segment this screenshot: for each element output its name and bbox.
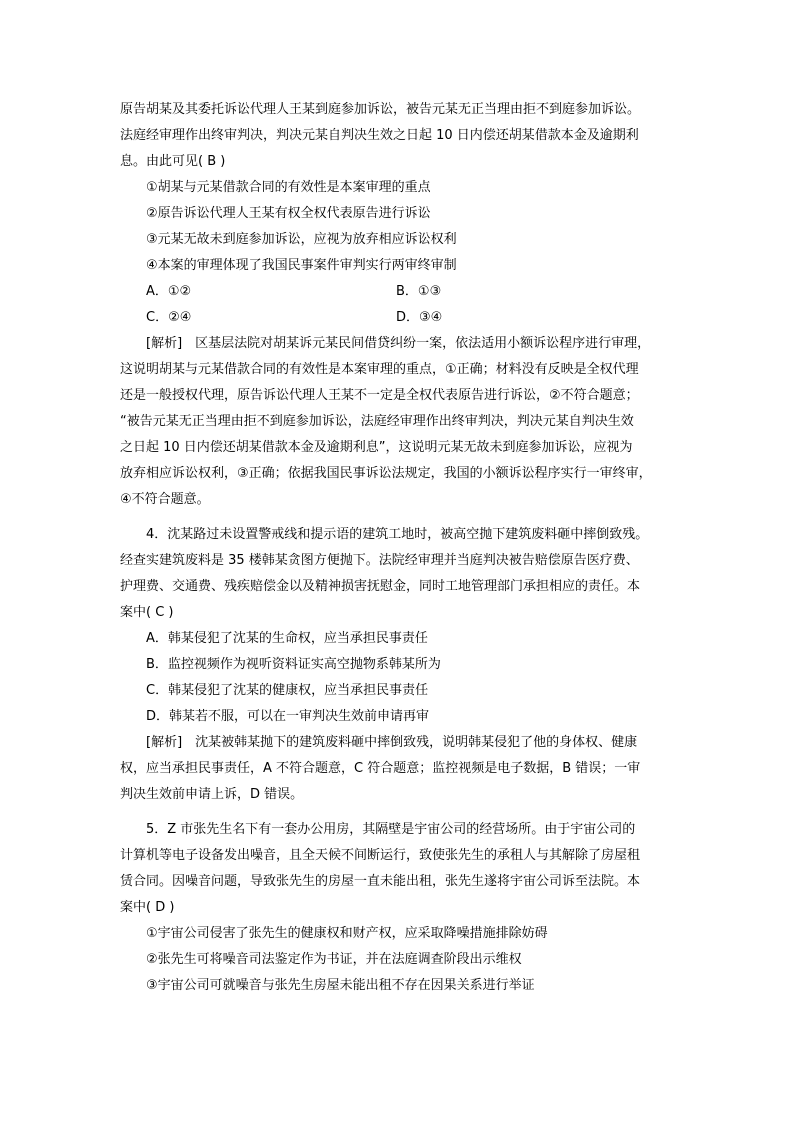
q4-option-d: D．韩某若不服，可以在一审判决生效前申请再审: [146, 709, 430, 724]
q4-option-c: C．韩某侵犯了沈某的健康权，应当承担民事责任: [146, 683, 429, 698]
q3-stem-line-3: 息。由此可见( B ): [120, 154, 226, 169]
q3-statement-2: ②原告诉讼代理人王某有权全权代表原告进行诉讼: [146, 206, 431, 221]
q3-analysis-line-7: ④不符合题意。: [120, 492, 210, 507]
q4-stem-line-1: 4．沈某路过未设置警戒线和提示语的建筑工地时，被高空抛下建筑废料砸中摔倒致残。: [146, 527, 649, 542]
q3-options-row-2: [146, 310, 646, 326]
q4-stem-line-2: 经查实建筑废料是 35 楼韩某贪图方便抛下。法院经审理并当庭判决被告赔偿原告医疗费、: [120, 553, 639, 568]
q5-stem-line-1: 5．Z 市张先生名下有一套办公用房，其隔壁是宇宙公司的经营场所。由于宇宙公司的: [146, 822, 636, 837]
q4-option-a: A．韩某侵犯了沈某的生命权，应当承担民事责任: [146, 631, 428, 646]
q3-option-b: B．①③: [396, 284, 442, 299]
q3-statement-3: ③元某无故未到庭参加诉讼，应视为放弃相应诉讼权利: [146, 232, 457, 247]
q4-analysis-line-1: [解析] 沈某被韩某抛下的建筑废料砸中摔倒致残，说明韩某侵犯了他的身体权、健康: [146, 735, 638, 750]
q3-option-a: A．①②: [146, 284, 192, 299]
q3-options-row-1: [146, 284, 646, 300]
q3-stem-line-2: 法庭经审理作出终审判决，判决元某自判决生效之日起 10 日内偿还胡某借款本金及逾期利: [120, 128, 639, 143]
q3-statement-1: ①胡某与元某借款合同的有效性是本案审理的重点: [146, 180, 431, 195]
q3-option-d: D．③④: [396, 310, 443, 325]
q4-stem-line-3: 护理费、交通费、残疾赔偿金以及精神损害抚慰金，同时工地管理部门承担相应的责任。本: [120, 579, 641, 594]
q3-analysis-line-5: 之日起 10 日内偿还胡某借款本金及逾期利息”，这说明元某无故未到庭参加诉讼，应视为: [120, 440, 633, 455]
q3-statement-4: ④本案的审理体现了我国民事案件审判实行两审终审制: [146, 258, 457, 273]
q5-stem-line-4: 案中( D ): [120, 900, 175, 915]
q5-stem-line-3: 赁合同。因噪音问题，导致张先生的房屋一直未能出租，张先生遂将宇宙公司诉至法院。本: [120, 874, 641, 889]
q4-analysis-line-3: 判决生效前申请上诉，D 错误。: [120, 787, 304, 802]
q3-analysis-line-3: 还是一般授权代理，原告诉讼代理人王某不一定是全权代表原告进行诉讼，②不符合题意；: [120, 388, 639, 403]
q3-analysis-line-2: 这说明胡某与元某借款合同的有效性是本案审理的重点，①正确；材料没有反映是全权代理: [120, 362, 639, 377]
q5-stem-line-2: 计算机等电子设备发出噪音，且全天候不间断运行，致使张先生的承租人与其解除了房屋租: [120, 848, 641, 863]
q4-stem-line-4: 案中( C ): [120, 605, 174, 620]
q4-option-b: B．监控视频作为视听资料证实高空抛物系韩某所为: [146, 657, 441, 672]
q3-stem-line-1: 原告胡某及其委托诉讼代理人王某到庭参加诉讼，被告元某无正当理由拒不到庭参加诉讼。: [120, 102, 641, 117]
q5-statement-2: ②张先生可将噪音司法鉴定作为书证，并在法庭调查阶段出示维权: [146, 952, 522, 967]
q3-analysis-line-6: 放弃相应诉讼权利，③正确；依据我国民事诉讼法规定，我国的小额诉讼程序实行一审终审，: [120, 466, 652, 481]
q3-analysis-line-4: “被告元某无正当理由拒不到庭参加诉讼，法庭经审理作出终审判决，判决元某自判决生效: [120, 414, 634, 429]
q5-statement-3: ③宇宙公司可就噪音与张先生房屋未能出租不存在因果关系进行举证: [146, 978, 535, 993]
q3-option-c: C．②④: [146, 310, 192, 325]
q3-analysis-line-1: [解析] 区基层法院对胡某诉元某民间借贷纠纷一案，依法适用小额诉讼程序进行审理，: [146, 336, 651, 351]
q4-analysis-line-2: 权，应当承担民事责任，A 不符合题意，C 符合题意；监控视频是电子数据，B 错误；一审: [120, 761, 641, 776]
q5-statement-1: ①宇宙公司侵害了张先生的健康权和财产权，应采取降噪措施排除妨碍: [146, 926, 548, 941]
